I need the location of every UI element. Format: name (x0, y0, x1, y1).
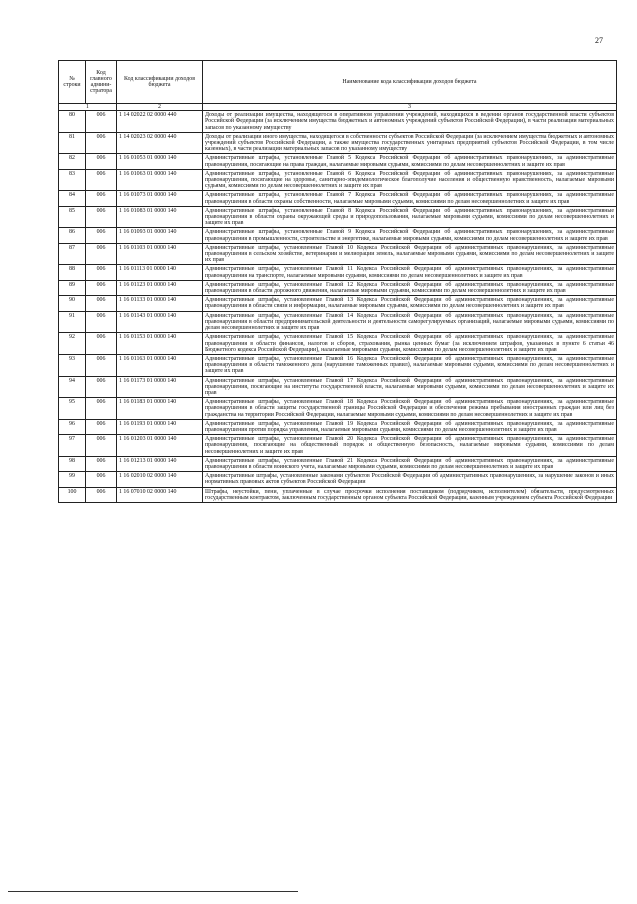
column-index: 1 (59, 104, 117, 111)
table-row (59, 206, 617, 228)
row-number-cell: 87 (59, 243, 86, 265)
classification-code-cell: 1 16 01213 01 0000 140 (117, 456, 203, 471)
table-row (59, 280, 617, 295)
table-row (59, 419, 617, 434)
admin-code-cell: 006 (86, 265, 117, 280)
classification-code-cell: 1 16 01163 01 0000 140 (117, 354, 203, 376)
admin-code-cell: 006 (86, 132, 117, 154)
table-row (59, 456, 617, 471)
admin-code-cell: 006 (86, 311, 117, 333)
admin-code-cell: 006 (86, 354, 117, 376)
classification-name-cell: Административные штрафы, установленные Главой 8 Кодекса Российской Федерации об административных правонарушениях, за административные правонарушения в области охраны окружающей среды и природопользования, налагаемые мировыми судьями, комиссиями по делам несовершеннолетних и защите их прав (203, 206, 617, 228)
row-number-cell: 83 (59, 169, 86, 191)
row-number-cell: 81 (59, 132, 86, 154)
row-number-cell: 82 (59, 154, 86, 169)
admin-code-cell: 006 (86, 111, 117, 133)
admin-code-cell: 006 (86, 228, 117, 243)
classification-code-cell: 1 16 02010 02 0000 140 (117, 472, 203, 487)
table-row (59, 398, 617, 420)
row-number-cell: 100 (59, 487, 86, 502)
classification-code-cell: 1 16 01203 01 0000 140 (117, 435, 203, 457)
table-row (59, 354, 617, 376)
revenue-classification-table (58, 60, 617, 503)
row-number-cell: 92 (59, 333, 86, 355)
classification-name-cell: Административные штрафы, установленные Главой 13 Кодекса Российской Федерации об административных правонарушениях, за административные правонарушения в области связи и информации, налагаемые мировыми судьями, комиссиями по делам несовершеннолетних и защите их прав (203, 296, 617, 311)
row-number-cell: 98 (59, 456, 86, 471)
classification-code-cell: 1 16 01193 01 0000 140 (117, 419, 203, 434)
table-row (59, 169, 617, 191)
classification-code-cell: 1 14 02023 02 0000 440 (117, 132, 203, 154)
header-class-code: Код классификации доходов бюджета (117, 61, 203, 104)
admin-code-cell: 006 (86, 398, 117, 420)
table-row (59, 333, 617, 355)
row-number-cell: 86 (59, 228, 86, 243)
table-row (59, 376, 617, 398)
classification-code-cell: 1 16 01173 01 0000 140 (117, 376, 203, 398)
row-number-cell: 95 (59, 398, 86, 420)
classification-name-cell: Административные штрафы, установленные Главой 15 Кодекса Российской Федерации об административных правонарушениях, за административные правонарушения в области финансов, налогов и сборов, страхования, рынка ценных бумаг (за исключением штрафов, указанных в пункте 6 статьи 46 Бюджетного кодекса Российской Федерации), налагаемые мировыми судьями, комиссиями по делам несовершеннолетних и защите их прав (203, 333, 617, 355)
classification-code-cell: 1 16 01103 01 0000 140 (117, 243, 203, 265)
column-index: 3 (203, 104, 617, 111)
table-header-row (59, 61, 617, 104)
classification-code-cell: 1 14 02022 02 0000 440 (117, 111, 203, 133)
row-number-cell: 97 (59, 435, 86, 457)
column-index: 2 (117, 104, 203, 111)
header-row-no: № строки (59, 61, 86, 104)
table-row (59, 311, 617, 333)
classification-name-cell: Административные штрафы, установленные Главой 17 Кодекса Российской Федерации об административных правонарушениях, за административные правонарушения, посягающие на институты государственной власти, налагаемые мировыми судьями, комиссиями по делам несовершеннолетних и защите их прав (203, 376, 617, 398)
classification-code-cell: 1 16 01143 01 0000 140 (117, 311, 203, 333)
admin-code-cell: 006 (86, 296, 117, 311)
classification-name-cell: Административные штрафы, установленные Главой 10 Кодекса Российской Федерации об административных правонарушениях, за административные правонарушения в сельском хозяйстве, ветеринарии и мелиорации земель, налагаемые мировыми судьями, комиссиями по делам несовершеннолетних и защите их прав (203, 243, 617, 265)
classification-code-cell: 1 16 01053 01 0000 140 (117, 154, 203, 169)
classification-name-cell: Административные штрафы, установленные Главой 12 Кодекса Российской Федерации об административных правонарушениях, за административные правонарушения в области дорожного движения, налагаемые мировыми судьями, комиссиями по делам несовершеннолетних и защите их прав (203, 280, 617, 295)
column-index-row (59, 104, 617, 111)
classification-code-cell: 1 16 01133 01 0000 140 (117, 296, 203, 311)
table-row (59, 132, 617, 154)
table-row (59, 154, 617, 169)
admin-code-cell: 006 (86, 333, 117, 355)
admin-code-cell: 006 (86, 154, 117, 169)
header-name: Наименование кода классификации доходов бюджета (203, 61, 617, 104)
admin-code-cell: 006 (86, 456, 117, 471)
classification-code-cell: 1 16 01113 01 0000 140 (117, 265, 203, 280)
classification-name-cell: Административные штрафы, установленные Главой 9 Кодекса Российской Федерации об административных правонарушениях, за административные правонарушения в промышленности, строительстве и энергетике, налагаемые мировыми судьями, комиссиями по делам несовершеннолетних и защите их прав (203, 228, 617, 243)
page-number: 27 (595, 36, 603, 45)
classification-name-cell: Доходы от реализации имущества, находящегося в оперативном управлении учреждений, находящихся в ведении органов государственной власти субъектов Российской Федерации (за исключением имущества бюджетных и автономных учреждений субъектов Российской Федерации), в части реализации материальных запасов по указанному имуществу (203, 111, 617, 133)
classification-name-cell: Административные штрафы, установленные Главой 14 Кодекса Российской Федерации об административных правонарушениях, за административные правонарушения в области предпринимательской деятельности и деятельности саморегулируемых организаций, налагаемые мировыми судьями, комиссиями по делам несовершеннолетних и защите их прав (203, 311, 617, 333)
classification-name-cell: Штрафы, неустойки, пени, уплаченные в случае просрочки исполнения поставщиком (подрядчиком, исполнителем) обязательств, предусмотренных государственным контрактом, заключенным государственным органом субъекта Российской Федерации, казенным учреждением субъекта Российской Федерации (203, 487, 617, 502)
table-row (59, 243, 617, 265)
admin-code-cell: 006 (86, 376, 117, 398)
admin-code-cell: 006 (86, 280, 117, 295)
classification-name-cell: Административные штрафы, установленные законами субъектов Российской Федерации об административных правонарушениях, за нарушение законов и иных нормативных правовых актов субъектов Российской Федерации (203, 472, 617, 487)
classification-name-cell: Административные штрафы, установленные Главой 18 Кодекса Российской Федерации об административных правонарушениях, за административные правонарушения в области защиты государственной границы Российской Федерации и обеспечения режима пребывания иностранных граждан или лиц без гражданства на территории Российской Федерации, налагаемые мировыми судьями, комиссиями по делам несовершеннолетних и защите их прав (203, 398, 617, 420)
admin-code-cell: 006 (86, 191, 117, 206)
admin-code-cell: 006 (86, 487, 117, 502)
classification-name-cell: Административные штрафы, установленные Главой 7 Кодекса Российской Федерации об административных правонарушениях, за административные правонарушения в области охраны собственности, налагаемые мировыми судьями, комиссиями по делам несовершеннолетних и защите их прав (203, 191, 617, 206)
classification-code-cell: 1 16 01073 01 0000 140 (117, 191, 203, 206)
classification-name-cell: Административные штрафы, установленные Главой 19 Кодекса Российской Федерации об административных правонарушениях, за административные правонарушения против порядка управления, налагаемые мировыми судьями, комиссиями по делам несовершеннолетних и защите их прав (203, 419, 617, 434)
table-row (59, 472, 617, 487)
classification-name-cell: Доходы от реализации иного имущества, находящегося в собственности субъектов Российской Федерации (за исключением имущества бюджетных и автономных учреждений субъектов Российской Федерации, а также имущества государственных унитарных предприятий субъектов Российской Федерации, в том числе казенных), в части реализации материальных запасов по указанному имуществу (203, 132, 617, 154)
row-number-cell: 84 (59, 191, 86, 206)
row-number-cell: 80 (59, 111, 86, 133)
classification-name-cell: Административные штрафы, установленные Главой 21 Кодекса Российской Федерации об административных правонарушениях, за административные правонарушения в области воинского учета, налагаемые мировыми судьями, комиссиями по делам несовершеннолетних и защите их прав (203, 456, 617, 471)
row-number-cell: 93 (59, 354, 86, 376)
admin-code-cell: 006 (86, 419, 117, 434)
classification-code-cell: 1 16 01063 01 0000 140 (117, 169, 203, 191)
header-admin-code: Код главного админи-стратора (86, 61, 117, 104)
admin-code-cell: 006 (86, 435, 117, 457)
admin-code-cell: 006 (86, 243, 117, 265)
classification-code-cell: 1 16 01083 01 0000 140 (117, 206, 203, 228)
table-row (59, 228, 617, 243)
row-number-cell: 96 (59, 419, 86, 434)
row-number-cell: 91 (59, 311, 86, 333)
admin-code-cell: 006 (86, 206, 117, 228)
row-number-cell: 89 (59, 280, 86, 295)
table-row (59, 265, 617, 280)
row-number-cell: 94 (59, 376, 86, 398)
classification-code-cell: 1 16 07010 02 0000 140 (117, 487, 203, 502)
table-row (59, 111, 617, 133)
footer-divider (8, 891, 298, 892)
row-number-cell: 88 (59, 265, 86, 280)
row-number-cell: 99 (59, 472, 86, 487)
classification-code-cell: 1 16 01093 01 0000 140 (117, 228, 203, 243)
row-number-cell: 90 (59, 296, 86, 311)
row-number-cell: 85 (59, 206, 86, 228)
table-row (59, 487, 617, 502)
classification-name-cell: Административные штрафы, установленные Главой 6 Кодекса Российской Федерации об административных правонарушениях, за административные правонарушения, посягающие на здоровье, санитарно-эпидемиологическое благополучие населения и общественную нравственность, налагаемые мировыми судьями, комиссиями по делам несовершеннолетних и защите их прав (203, 169, 617, 191)
classification-name-cell: Административные штрафы, установленные Главой 16 Кодекса Российской Федерации об административных правонарушениях, за административные правонарушения в области таможенного дела (нарушение таможенных правил), налагаемые мировыми судьями, комиссиями по делам несовершеннолетних и защите их прав (203, 354, 617, 376)
classification-code-cell: 1 16 01123 01 0000 140 (117, 280, 203, 295)
admin-code-cell: 006 (86, 472, 117, 487)
table-row (59, 191, 617, 206)
table-row (59, 435, 617, 457)
table-row (59, 296, 617, 311)
classification-name-cell: Административные штрафы, установленные Главой 20 Кодекса Российской Федерации об административных правонарушениях, за административные правонарушения, посягающие на общественный порядок и общественную безопасность, налагаемые мировыми судьями, комиссиями по делам несовершеннолетних и защите их прав (203, 435, 617, 457)
classification-code-cell: 1 16 01153 01 0000 140 (117, 333, 203, 355)
classification-name-cell: Административные штрафы, установленные Главой 11 Кодекса Российской Федерации об административных правонарушениях, за административные правонарушения на транспорте, налагаемые мировыми судьями, комиссиями по делам несовершеннолетних и защите их прав (203, 265, 617, 280)
classification-code-cell: 1 16 01183 01 0000 140 (117, 398, 203, 420)
classification-name-cell: Административные штрафы, установленные Главой 5 Кодекса Российской Федерации об административных правонарушениях, за административные правонарушения, посягающие на права граждан, налагаемые мировыми судьями, комиссиями по делам несовершеннолетних и защите их прав (203, 154, 617, 169)
admin-code-cell: 006 (86, 169, 117, 191)
